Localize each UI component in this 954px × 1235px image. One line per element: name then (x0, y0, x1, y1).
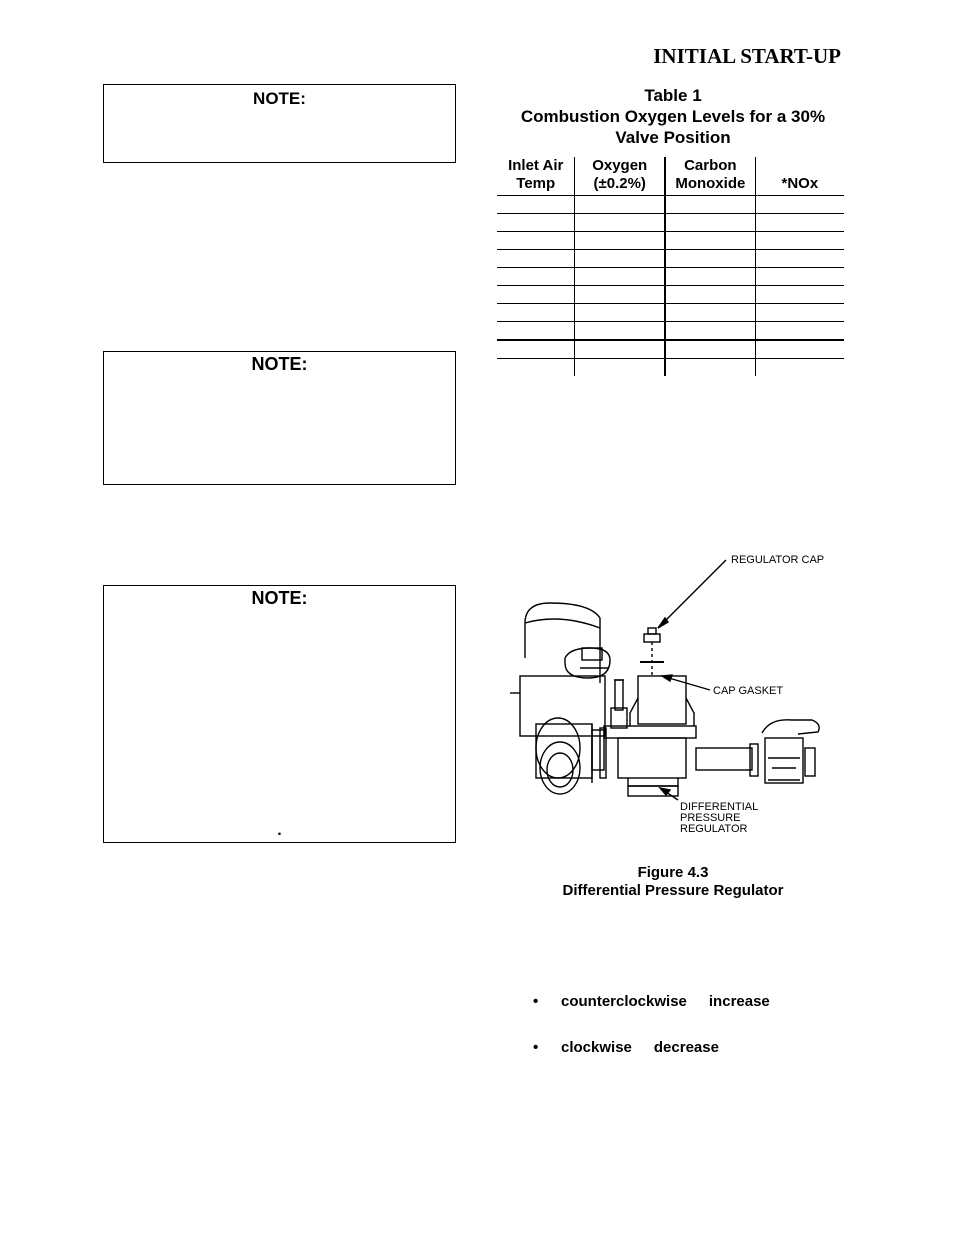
table-row (497, 196, 844, 214)
bullet-dot: • (533, 993, 539, 1010)
bullet-direction: counterclockwise (561, 993, 687, 1010)
list-item (533, 1039, 770, 1085)
figure-title: Differential Pressure Regulator (562, 882, 784, 899)
table-header-row (497, 157, 844, 196)
table-row (497, 250, 844, 268)
table-caption-line-2: Valve Position (615, 128, 731, 147)
leader-arrows (658, 560, 726, 800)
differential-label-line-2: PRESSURE (680, 812, 741, 824)
bullet-dot: • (533, 1039, 539, 1056)
figure-caption (498, 864, 848, 900)
combustion-oxygen-table (497, 157, 844, 376)
bullet-effect: decrease (653, 1039, 719, 1056)
table-row (497, 214, 844, 232)
note-box-3 (103, 585, 456, 843)
note-title: NOTE: (253, 89, 306, 108)
bullet-direction: clockwise (561, 1039, 632, 1056)
differential-label-line-3: REGULATOR (680, 823, 748, 835)
table-number: Table 1 (644, 86, 702, 105)
bullet-effect: increase (708, 993, 770, 1010)
note-trailing-period: . (277, 822, 282, 839)
table-caption (498, 85, 848, 148)
differential-pressure-regulator-figure (510, 548, 830, 843)
regulator-cap-drawing (640, 628, 664, 676)
note-title: NOTE: (251, 588, 308, 608)
pressure-tap-drawing (611, 680, 627, 728)
header-inlet-air-temp: Inlet Air Temp (497, 157, 575, 196)
table-row (497, 322, 844, 341)
table-row (497, 304, 844, 322)
note-box-2 (103, 351, 456, 485)
inlet-pipe-drawing (536, 718, 604, 794)
note-box-1 (103, 84, 456, 163)
table-caption-line-1: Combustion Oxygen Levels for a 30% (520, 107, 826, 126)
gas-valve-actuator-drawing (510, 603, 610, 736)
table-row (497, 286, 844, 304)
header-oxygen: Oxygen (±0.2%) (575, 157, 665, 196)
table-row (497, 232, 844, 250)
page-header-title: INITIAL START-UP (653, 44, 841, 68)
differential-label-line-1: DIFFERENTIAL (680, 801, 759, 813)
adjustment-bullet-list (533, 993, 770, 1085)
figure-number: Figure 4.3 (637, 864, 709, 881)
table-row (497, 340, 844, 359)
note-title: NOTE: (251, 354, 308, 374)
header-carbon-monoxide: Carbon Monoxide (665, 157, 755, 196)
regulator-cap-label: REGULATOR CAP (731, 554, 825, 566)
list-item (533, 993, 770, 1039)
table-row (497, 359, 844, 377)
cap-gasket-label: CAP GASKET (713, 685, 784, 697)
outlet-valve-drawing (696, 720, 819, 783)
header-nox: *NOx (755, 157, 844, 196)
table-row (497, 268, 844, 286)
